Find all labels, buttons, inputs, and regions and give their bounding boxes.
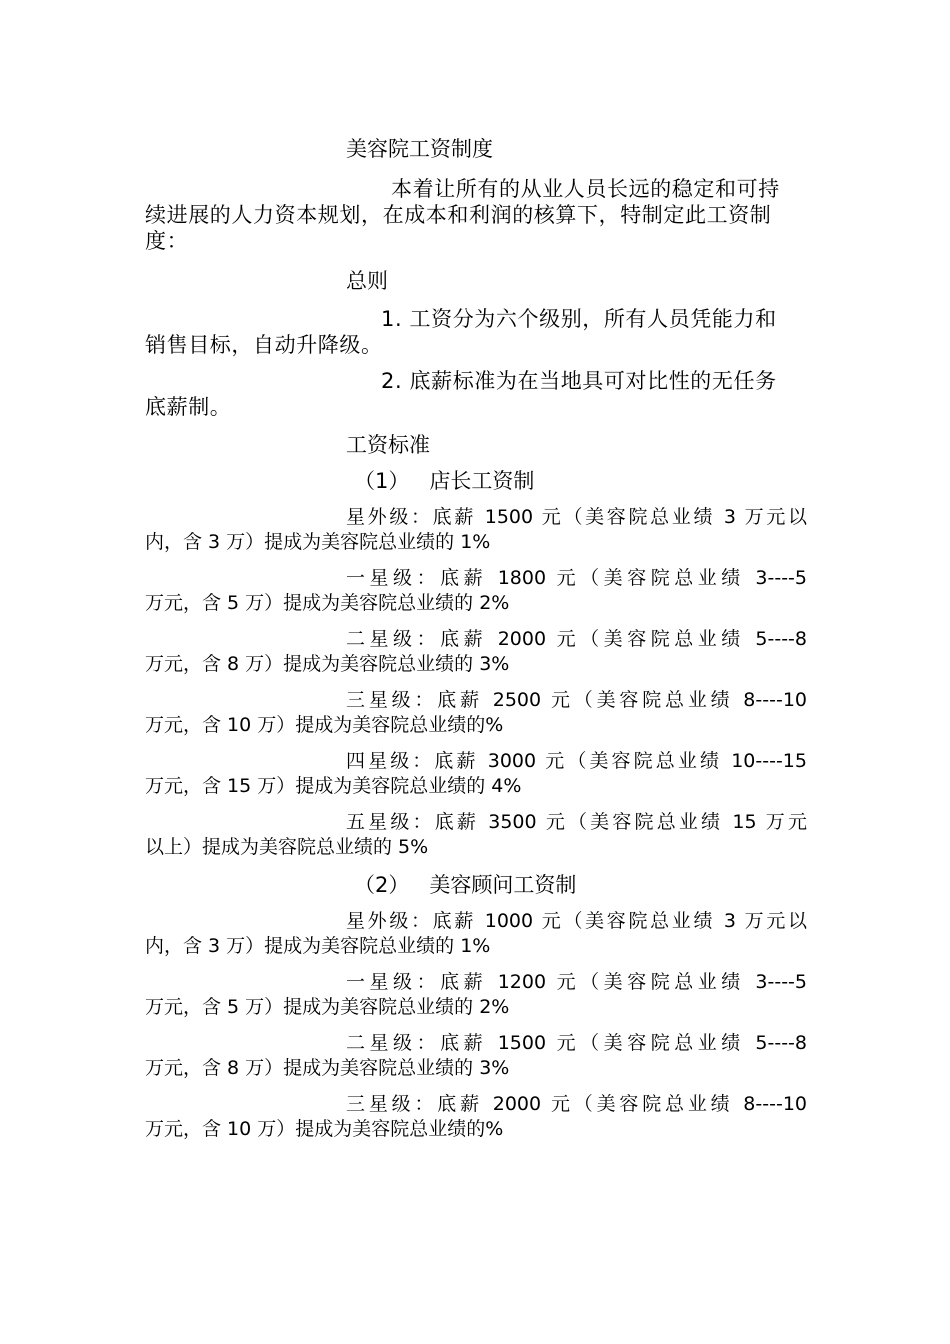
tier-line-1: 星外级：底薪 1000 元（美容院总业绩 3 万元以 [346,910,807,932]
tier-line-1: 二星级：底薪 1500 元（美容院总业绩 5----8 [346,1032,807,1054]
section-1-tier [145,566,807,616]
tier-line-2: 以上）提成为美容院总业绩的 5% [145,836,429,858]
tier-line-2: 万元，含 10 万）提成为美容院总业绩的% [145,714,504,736]
tier-line-2: 万元，含 8 万）提成为美容院总业绩的 3% [145,653,510,675]
section-1-tier [145,810,807,860]
tier-line-1: 三星级：底薪 2000 元（美容院总业绩 8----10 [346,1093,807,1115]
section-2-number: （2） [354,873,410,897]
tier-line-1: 一星级：底薪 1200 元（美容院总业绩 3----5 [346,971,807,993]
section-2-tier [145,1092,807,1142]
document-title: 美容院工资制度 [346,137,493,161]
section-2-tier [145,909,807,959]
section-2-title: 美容顾问工资制 [429,873,577,897]
standard-heading: 工资标准 [346,433,430,457]
tier-line-1: 二星级：底薪 2000 元（美容院总业绩 5----8 [346,628,807,650]
tier-line-2: 内，含 3 万）提成为美容院总业绩的 1% [145,935,491,957]
tier-line-2: 万元，含 10 万）提成为美容院总业绩的% [145,1118,504,1140]
section-1-title: 店长工资制 [429,469,535,493]
tier-line-2: 万元，含 15 万）提成为美容院总业绩的 4% [145,775,522,797]
section-1-tier [145,505,807,555]
tier-line-1: 五星级：底薪 3500 元（美容院总业绩 15 万元 [346,811,807,833]
rule-1-line-1: 1. 工资分为六个级别，所有人员凭能力和 [381,307,777,331]
intro-line-1: 本着让所有的从业人员长远的稳定和可持 [391,177,780,201]
section-1-tier [145,749,807,799]
section-1-heading [145,468,807,494]
general-heading: 总则 [346,269,388,293]
tier-line-1: 星外级：底薪 1500 元（美容院总业绩 3 万元以 [346,506,807,528]
section-1-tier [145,627,807,677]
tier-line-2: 万元，含 5 万）提成为美容院总业绩的 2% [145,592,510,614]
rule-2-line-2: 底薪制。 [145,395,232,419]
section-1-tier [145,688,807,738]
tier-line-2: 内，含 3 万）提成为美容院总业绩的 1% [145,531,491,553]
tier-line-2: 万元，含 8 万）提成为美容院总业绩的 3% [145,1057,510,1079]
intro-line-2: 续进展的人力资本规划，在成本和利润的核算下，特制定此工资制 [145,203,772,227]
rule-1 [145,306,807,358]
tier-line-1: 三星级：底薪 2500 元（美容院总业绩 8----10 [346,689,807,711]
intro-paragraph [145,176,807,254]
section-2-tier [145,970,807,1020]
document-page [145,136,807,1142]
tier-line-1: 四星级：底薪 3000 元（美容院总业绩 10----15 [346,750,807,772]
rule-1-line-2: 销售目标，自动升降级。 [145,333,383,357]
rule-2 [145,368,807,420]
tier-line-1: 一星级：底薪 1800 元（美容院总业绩 3----5 [346,567,807,589]
section-2-tier [145,1031,807,1081]
intro-line-3: 度： [145,229,189,253]
section-2-heading [145,872,807,898]
tier-line-2: 万元，含 5 万）提成为美容院总业绩的 2% [145,996,510,1018]
rule-2-line-1: 2. 底薪标准为在当地具可对比性的无任务 [381,369,777,393]
section-1-number: （1） [354,469,410,493]
